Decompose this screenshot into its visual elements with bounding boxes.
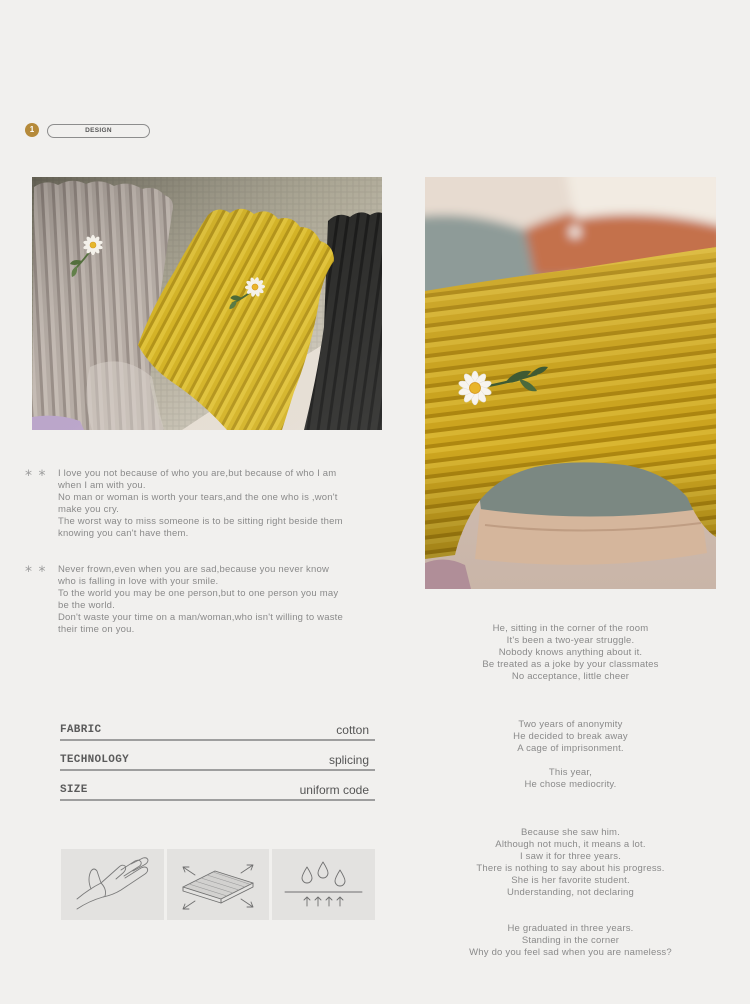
- product-photo-sock-closeup: [425, 177, 716, 589]
- spec-value: uniform code: [299, 783, 369, 797]
- quote-mark: * *: [25, 468, 47, 484]
- story-line: He decided to break away: [513, 731, 628, 742]
- story-line: It's been a two-year struggle.: [506, 635, 635, 646]
- product-photo-socks-trio: [32, 177, 382, 430]
- feature-tile-soft-touch: [61, 849, 164, 920]
- quote-text: [58, 468, 343, 540]
- story-paragraph: [425, 923, 716, 959]
- story-line: He chose mediocrity.: [524, 779, 617, 790]
- quote-line: To the world you may be one person,but to one person you may: [58, 588, 339, 599]
- water-absorb-icon: [272, 849, 375, 920]
- quote-line: I love you not because of who you are,but because of who I am: [58, 468, 337, 479]
- quote-line: Don't waste your time on a man/woman,who isn't willing to waste: [58, 612, 343, 623]
- socks-trio-illustration: [32, 177, 382, 430]
- feature-tile-elastic: [167, 849, 269, 920]
- spec-label: FABRIC: [60, 724, 102, 736]
- story-paragraph: [425, 623, 716, 683]
- hand-icon: [61, 849, 164, 920]
- story-line: I saw it for three years.: [519, 851, 622, 862]
- quote-line: who is falling in love with your smile.: [58, 576, 219, 587]
- quote-line: The worst way to miss someone is to be sitting right beside them: [58, 516, 343, 527]
- story-line: Two years of anonymity: [518, 719, 623, 730]
- story-line: Nobody knows anything about it.: [498, 647, 643, 658]
- sock-closeup-illustration: [425, 177, 716, 589]
- section-number-badge: 1: [25, 123, 39, 137]
- story-line: Understanding, not declaring: [506, 887, 635, 898]
- quote-block: [0, 564, 390, 644]
- story-line: A cage of imprisonment.: [517, 743, 624, 754]
- quote-line: make you cry.: [58, 504, 120, 515]
- feature-tile-absorbent: [272, 849, 375, 920]
- quote-line: knowing you can't have them.: [58, 528, 189, 539]
- spec-value: splicing: [328, 753, 369, 767]
- story-line: No acceptance, little cheer: [511, 671, 630, 682]
- quote-line: their time on you.: [58, 624, 135, 635]
- shoe-sole: [475, 509, 707, 565]
- story-line: Why do you feel sad when you are nameless?: [469, 947, 672, 958]
- quote-line: No man or woman is worth your tears,and the one who is ,won't: [58, 492, 338, 503]
- spec-label: SIZE: [60, 784, 88, 796]
- story-line: Because she saw him.: [520, 827, 621, 838]
- story-line: Be treated as a joke by your classmates: [482, 659, 659, 670]
- quote-line: be the world.: [58, 600, 115, 611]
- spec-row-fabric: [60, 722, 375, 741]
- story-paragraph: [425, 827, 716, 899]
- quote-block: [0, 468, 390, 548]
- quote-text: [58, 564, 343, 636]
- story-line: She is her favorite student.: [511, 875, 630, 886]
- quote-mark: * *: [25, 564, 47, 580]
- story-paragraph: [425, 767, 716, 791]
- spec-row-technology: [60, 752, 375, 771]
- fabric-stretch-icon: [167, 849, 269, 920]
- section-label-pill: DESIGN: [47, 124, 150, 138]
- story-line: Standing in the corner: [521, 935, 620, 946]
- spec-value: cotton: [336, 723, 369, 737]
- story-line: This year,: [548, 767, 593, 778]
- quote-line: Never frown,even when you are sad,because you never know: [58, 564, 330, 575]
- quote-line: when I am with you.: [58, 480, 146, 491]
- spec-table: [60, 722, 375, 812]
- story-line: He graduated in three years.: [507, 923, 634, 934]
- story-line: Although not much, it means a lot.: [495, 839, 646, 850]
- story-line: There is nothing to say about his progress.: [476, 863, 665, 874]
- story-paragraph: [425, 719, 716, 755]
- spec-row-size: [60, 782, 375, 801]
- story-line: He, sitting in the corner of the room: [492, 623, 649, 634]
- spec-label: TECHNOLOGY: [60, 754, 130, 766]
